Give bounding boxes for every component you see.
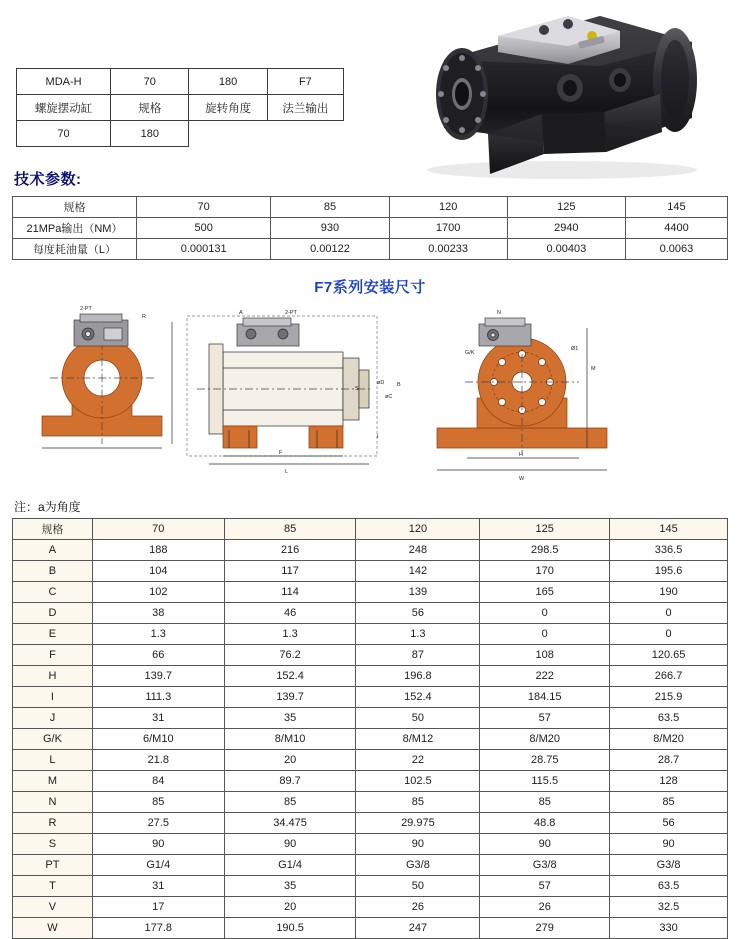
- product-photo: [392, 2, 732, 182]
- tech-header-4: 125: [507, 197, 625, 218]
- spec-row9-label: G/K: [13, 729, 93, 750]
- tech-row0-v2: 930: [271, 218, 389, 239]
- spec-row4-v5: 0: [610, 624, 728, 645]
- spec-row12-v3: 85: [356, 792, 480, 813]
- tech-row1-v4: 0.00403: [507, 239, 625, 260]
- table-row: [13, 813, 728, 834]
- spec-row1-v3: 142: [356, 561, 480, 582]
- spec-row18-v5: 330: [610, 918, 728, 939]
- spec-row10-v4: 28.75: [480, 750, 610, 771]
- model-name-cell: MDA-H: [17, 69, 111, 95]
- spec-row6-v3: 196.8: [356, 666, 480, 687]
- svg-text:W: W: [519, 476, 525, 482]
- spec-row4-v4: 0: [480, 624, 610, 645]
- spec-row2-v1: 102: [92, 582, 224, 603]
- spec-row1-v2: 117: [224, 561, 356, 582]
- spec-row10-v1: 21.8: [92, 750, 224, 771]
- spec-row3-v4: 0: [480, 603, 610, 624]
- spec-row15-v5: G3/8: [610, 855, 728, 876]
- spec-row0-v3: 248: [356, 540, 480, 561]
- svg-text:G/K: G/K: [465, 350, 475, 356]
- svg-text:S: S: [355, 386, 359, 392]
- spec-row0-v4: 298.5: [480, 540, 610, 561]
- table-row-header: [13, 197, 728, 218]
- spec-row15-v1: G1/4: [92, 855, 224, 876]
- spec-row5-v2: 76.2: [224, 645, 356, 666]
- svg-text:R: R: [142, 314, 146, 320]
- tech-row1-label: 每度耗油量（L）: [13, 239, 137, 260]
- spec-row0-v5: 336.5: [610, 540, 728, 561]
- svg-text:2-PT: 2-PT: [285, 310, 297, 316]
- tech-row0-v4: 2940: [507, 218, 625, 239]
- spec-row16-v1: 31: [92, 876, 224, 897]
- tech-row1-v5: 0.0063: [625, 239, 727, 260]
- table-row: [17, 69, 344, 95]
- spec-row18-v3: 247: [356, 918, 480, 939]
- spec-row16-v5: 63.5: [610, 876, 728, 897]
- spec-row16-v4: 57: [480, 876, 610, 897]
- table-row: [13, 239, 728, 260]
- spec-row9-v2: 8/M10: [224, 729, 356, 750]
- model-desc-cell: 螺旋摆动缸: [17, 95, 111, 121]
- table-row: [13, 666, 728, 687]
- tech-header-0: 规格: [13, 197, 137, 218]
- tech-row1-v3: 0.00233: [389, 239, 507, 260]
- spec-row13-v4: 48.8: [480, 813, 610, 834]
- table-row: [13, 645, 728, 666]
- table-row: [13, 918, 728, 939]
- spec-row10-v5: 28.7: [610, 750, 728, 771]
- spec-row11-v3: 102.5: [356, 771, 480, 792]
- model-code-table: [16, 68, 344, 147]
- spec-row2-v5: 190: [610, 582, 728, 603]
- spec-row13-v2: 34.475: [224, 813, 356, 834]
- spec-row3-v3: 56: [356, 603, 480, 624]
- tech-header-5: 145: [625, 197, 727, 218]
- spec-row4-v1: 1.3: [92, 624, 224, 645]
- spec-row6-v5: 266.7: [610, 666, 728, 687]
- tech-params-table: [12, 196, 728, 260]
- spec-row9-v3: 8/M12: [356, 729, 480, 750]
- tech-row1-v2: 0.00122: [271, 239, 389, 260]
- spec-row8-label: J: [13, 708, 93, 729]
- tech-header-2: 85: [271, 197, 389, 218]
- spec-row11-v4: 115.5: [480, 771, 610, 792]
- spec-row8-v5: 63.5: [610, 708, 728, 729]
- spec-row5-label: F: [13, 645, 93, 666]
- svg-text:øD: øD: [377, 380, 385, 386]
- svg-text:øC: øC: [385, 394, 393, 400]
- spec-row14-v5: 90: [610, 834, 728, 855]
- spec-row10-v2: 20: [224, 750, 356, 771]
- table-row: [13, 624, 728, 645]
- table-row: [13, 771, 728, 792]
- svg-text:F: F: [279, 450, 283, 456]
- spec-row2-v3: 139: [356, 582, 480, 603]
- spec-row6-v1: 139.7: [92, 666, 224, 687]
- flange-label-cell: 法兰输出: [267, 95, 343, 121]
- tech-params-title: 技术参数:: [14, 171, 82, 188]
- spec-row10-label: L: [13, 750, 93, 771]
- spec-row17-v1: 17: [92, 897, 224, 918]
- spec-label-cell: 规格: [111, 95, 189, 121]
- spec-row7-label: I: [13, 687, 93, 708]
- spec-row8-v3: 50: [356, 708, 480, 729]
- table-row: [17, 121, 344, 147]
- spec-header-0: 规格: [13, 519, 93, 540]
- svg-text:2-PT: 2-PT: [80, 306, 92, 312]
- spec-row15-label: PT: [13, 855, 93, 876]
- spec-row0-v1: 188: [92, 540, 224, 561]
- spec-row11-v2: 89.7: [224, 771, 356, 792]
- tech-row0-label: 21MPa输出（NM）: [13, 218, 137, 239]
- table-row: [17, 95, 344, 121]
- spec-row2-label: C: [13, 582, 93, 603]
- spec-row0-label: A: [13, 540, 93, 561]
- spec-row11-v5: 128: [610, 771, 728, 792]
- table-row: [13, 876, 728, 897]
- spec-row17-label: V: [13, 897, 93, 918]
- table-row-header: [13, 519, 728, 540]
- dimension-drawing: [12, 298, 728, 488]
- dimension-drawing-title: F7系列安装尺寸: [314, 279, 426, 296]
- spec-row5-v3: 87: [356, 645, 480, 666]
- svg-text:N: N: [497, 310, 501, 316]
- svg-text:B: B: [397, 382, 401, 388]
- tech-row1-v1: 0.000131: [137, 239, 271, 260]
- tech-row0-v5: 4400: [625, 218, 727, 239]
- tech-row0-v1: 500: [137, 218, 271, 239]
- spec-row3-label: D: [13, 603, 93, 624]
- spec-row17-v2: 20: [224, 897, 356, 918]
- spec-row5-v4: 108: [480, 645, 610, 666]
- spec-row15-v4: G3/8: [480, 855, 610, 876]
- spec-row3-v5: 0: [610, 603, 728, 624]
- table-row: [13, 708, 728, 729]
- svg-text:A: A: [239, 310, 243, 316]
- spec-row4-v3: 1.3: [356, 624, 480, 645]
- drawing-note: 注：a为角度: [14, 500, 81, 514]
- spec-row14-v3: 90: [356, 834, 480, 855]
- spec-row1-v4: 170: [480, 561, 610, 582]
- table-row: [13, 687, 728, 708]
- svg-text:M: M: [591, 366, 596, 372]
- spec-row11-v1: 84: [92, 771, 224, 792]
- spec-row17-v3: 26: [356, 897, 480, 918]
- spec-row3-v1: 38: [92, 603, 224, 624]
- spec-row7-v1: 111.3: [92, 687, 224, 708]
- svg-text:I: I: [377, 434, 379, 440]
- svg-text:H: H: [519, 452, 523, 458]
- spec-row6-label: H: [13, 666, 93, 687]
- spec-row13-v1: 27.5: [92, 813, 224, 834]
- spec-row4-label: E: [13, 624, 93, 645]
- spec-row10-v3: 22: [356, 750, 480, 771]
- table-row: [13, 582, 728, 603]
- spec-row13-v3: 29.975: [356, 813, 480, 834]
- spec-row8-v4: 57: [480, 708, 610, 729]
- spec-row5-v1: 66: [92, 645, 224, 666]
- spec-header-1: 70: [92, 519, 224, 540]
- spec-header-3: 120: [356, 519, 480, 540]
- spec-row6-v2: 152.4: [224, 666, 356, 687]
- spec-row7-v3: 152.4: [356, 687, 480, 708]
- spec-row2-v2: 114: [224, 582, 356, 603]
- table-row: [13, 792, 728, 813]
- tech-header-1: 70: [137, 197, 271, 218]
- spec-row4-v2: 1.3: [224, 624, 356, 645]
- model-output-cell: F7: [267, 69, 343, 95]
- spec-row12-v2: 85: [224, 792, 356, 813]
- spec-row16-v2: 35: [224, 876, 356, 897]
- spec-row9-v1: 6/M10: [92, 729, 224, 750]
- svg-text:Ø1: Ø1: [571, 346, 579, 352]
- spec-header-4: 125: [480, 519, 610, 540]
- spec-row5-v5: 120.65: [610, 645, 728, 666]
- spec-row7-v5: 215.9: [610, 687, 728, 708]
- svg-text:L: L: [285, 469, 289, 475]
- angle-value-cell: 180: [111, 121, 189, 147]
- table-row: [13, 218, 728, 239]
- spec-row16-label: T: [13, 876, 93, 897]
- angle-label-cell: 旋转角度: [189, 95, 267, 121]
- spec-row14-v4: 90: [480, 834, 610, 855]
- spec-row14-v2: 90: [224, 834, 356, 855]
- table-row: [13, 855, 728, 876]
- spec-value-cell: 70: [17, 121, 111, 147]
- spec-row12-v4: 85: [480, 792, 610, 813]
- spec-row9-v4: 8/M20: [480, 729, 610, 750]
- spec-row18-v4: 279: [480, 918, 610, 939]
- tech-row0-v3: 1700: [389, 218, 507, 239]
- spec-row7-v2: 139.7: [224, 687, 356, 708]
- spec-row15-v2: G1/4: [224, 855, 356, 876]
- table-row: [13, 834, 728, 855]
- spec-row6-v4: 222: [480, 666, 610, 687]
- table-row: [13, 897, 728, 918]
- spec-row15-v3: G3/8: [356, 855, 480, 876]
- spec-row9-v5: 8/M20: [610, 729, 728, 750]
- spec-row8-v2: 35: [224, 708, 356, 729]
- table-row: [13, 540, 728, 561]
- tech-header-3: 120: [389, 197, 507, 218]
- table-row: [13, 729, 728, 750]
- model-angle-cell: 180: [189, 69, 267, 95]
- spec-row13-label: R: [13, 813, 93, 834]
- table-row: [13, 603, 728, 624]
- spec-row17-v4: 26: [480, 897, 610, 918]
- spec-row12-label: N: [13, 792, 93, 813]
- table-row: [13, 561, 728, 582]
- spec-row0-v2: 216: [224, 540, 356, 561]
- spec-row7-v4: 184.15: [480, 687, 610, 708]
- spec-header-2: 85: [224, 519, 356, 540]
- spec-row1-v1: 104: [92, 561, 224, 582]
- spec-row2-v4: 165: [480, 582, 610, 603]
- spec-row12-v5: 85: [610, 792, 728, 813]
- spec-row17-v5: 32.5: [610, 897, 728, 918]
- spec-row18-v1: 177.8: [92, 918, 224, 939]
- dimension-spec-table: [12, 518, 728, 939]
- spec-row1-v5: 195.6: [610, 561, 728, 582]
- spec-row14-label: S: [13, 834, 93, 855]
- model-spec-cell: 70: [111, 69, 189, 95]
- spec-row1-label: B: [13, 561, 93, 582]
- spec-row18-v2: 190.5: [224, 918, 356, 939]
- spec-row14-v1: 90: [92, 834, 224, 855]
- spec-row16-v3: 50: [356, 876, 480, 897]
- table-row: [13, 750, 728, 771]
- spec-row12-v1: 85: [92, 792, 224, 813]
- spec-row13-v5: 56: [610, 813, 728, 834]
- spec-row11-label: M: [13, 771, 93, 792]
- spec-row3-v2: 46: [224, 603, 356, 624]
- spec-row18-label: W: [13, 918, 93, 939]
- spec-header-5: 145: [610, 519, 728, 540]
- spec-row8-v1: 31: [92, 708, 224, 729]
